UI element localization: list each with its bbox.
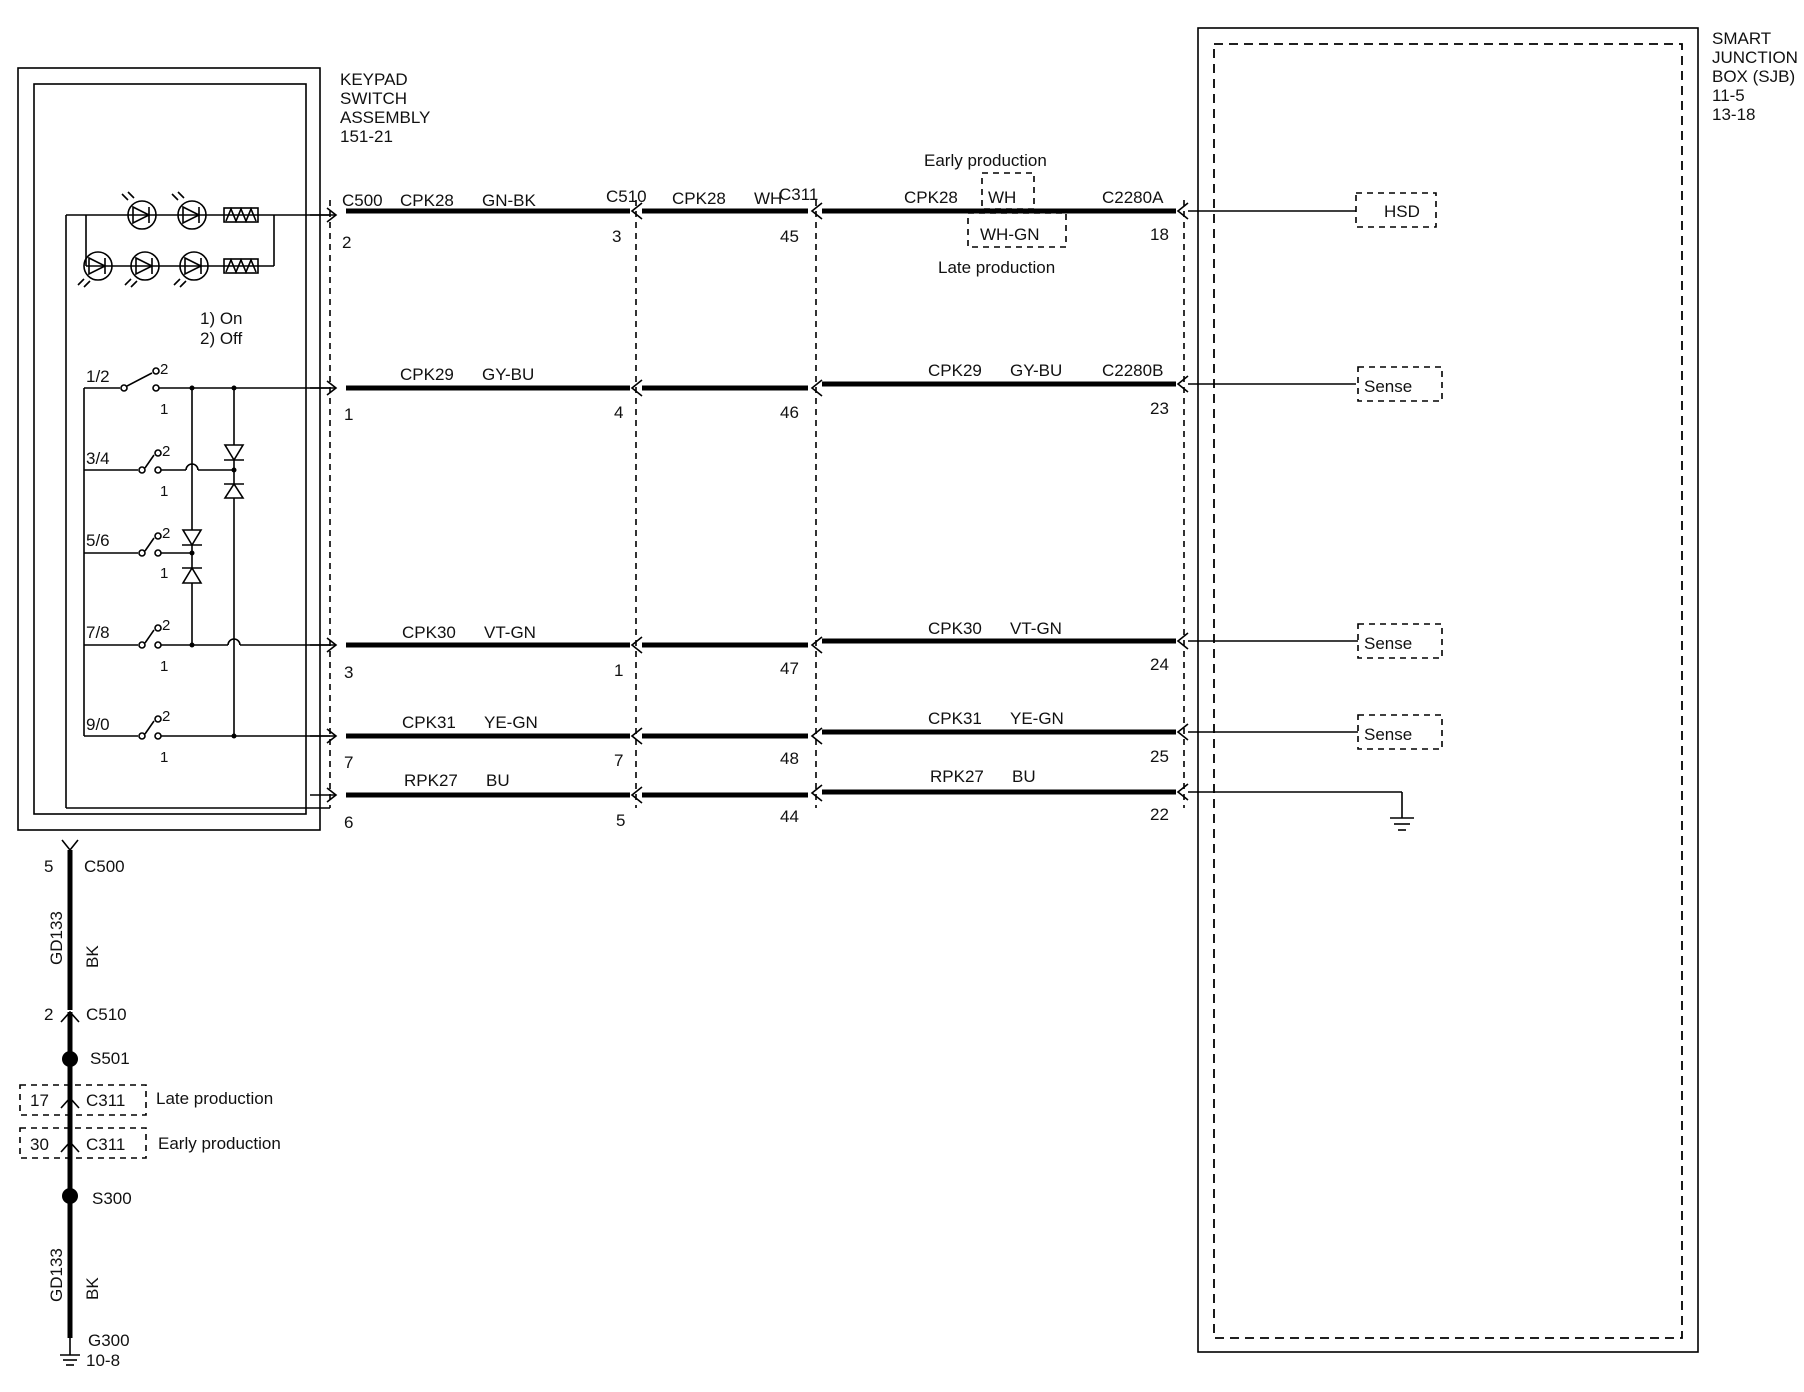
sjb-title-2: JUNCTION — [1712, 48, 1798, 67]
c500-pin: 1 — [344, 405, 354, 424]
ground-late-label: Late production — [156, 1089, 274, 1108]
svg-text:1: 1 — [160, 749, 169, 766]
ground-early-c311: C311 — [86, 1135, 126, 1154]
svg-text:1: 1 — [160, 401, 169, 418]
switch-label-9-0: 9/0 — [86, 715, 110, 734]
switch-label-1-2: 1/2 — [86, 367, 110, 386]
hsd-label: HSD — [1384, 202, 1420, 221]
switch-label-3-4: 3/4 — [86, 449, 110, 468]
sjb-title-1: SMART — [1712, 29, 1772, 48]
wire-circuit: CPK31 — [402, 713, 456, 732]
wire-circuit: CPK28 — [904, 188, 958, 207]
led-icon — [78, 252, 112, 287]
switch-5-6 — [84, 525, 192, 582]
svg-text:1: 1 — [160, 565, 169, 582]
svg-text:2: 2 — [162, 617, 171, 634]
keypad-title-2: SWITCH — [340, 89, 408, 108]
c500-label: C500 — [342, 191, 383, 210]
c510-pin: 5 — [616, 811, 626, 830]
led-icon — [174, 252, 208, 287]
c311-pin: 44 — [780, 807, 799, 826]
wire-color: VT-GN — [1010, 619, 1062, 638]
sjb-pin: 25 — [1150, 747, 1169, 766]
keypad-title-3: ASSEMBLY — [340, 108, 431, 127]
switch-9-0 — [84, 708, 330, 766]
diode-icon — [224, 484, 244, 498]
smart-junction-box — [1198, 28, 1798, 1352]
early-production-label: Early production — [924, 151, 1047, 170]
ground-c500-label: C500 — [84, 857, 125, 876]
keypad-switch-assembly — [18, 68, 430, 830]
wire-circuit: CPK30 — [928, 619, 982, 638]
wire-circuit: CPK28 — [400, 191, 454, 210]
led-icon — [122, 192, 156, 229]
c510-pin: 7 — [614, 751, 624, 770]
sjb-pin: 23 — [1150, 399, 1169, 418]
wire-color: VT-GN — [484, 623, 536, 642]
wire-circuit: RPK27 — [930, 767, 984, 786]
ground-early-pin: 30 — [30, 1135, 49, 1154]
sjb-pin: 22 — [1150, 805, 1169, 824]
svg-text:1: 1 — [160, 483, 169, 500]
ground-icon — [60, 1338, 80, 1365]
ground-circuit — [20, 840, 281, 1370]
wire-color: GN-BK — [482, 191, 536, 210]
ground-circuit-label: GD133 — [47, 911, 66, 965]
sjb-pin: 18 — [1150, 225, 1169, 244]
wire-color: BU — [1012, 767, 1036, 786]
c500-pin: 6 — [344, 813, 354, 832]
c510-label: C510 — [606, 187, 647, 206]
svg-text:1: 1 — [160, 658, 169, 675]
wire-row-cpk28 — [310, 151, 1436, 277]
diode-network — [182, 386, 244, 739]
svg-text:2: 2 — [162, 443, 171, 460]
ground-point-label: G300 — [88, 1331, 130, 1350]
wire-row-cpk31 — [310, 709, 1442, 772]
sense-label: Sense — [1364, 634, 1413, 653]
late-production-color: WH-GN — [980, 225, 1040, 244]
sjb-title-3: BOX (SJB) — [1712, 67, 1796, 86]
wire-circuit: CPK31 — [928, 709, 982, 728]
wire-circuit: CPK29 — [928, 361, 982, 380]
ground-late-c311: C311 — [86, 1091, 126, 1110]
svg-text:2: 2 — [162, 525, 171, 542]
c500-pin: 2 — [342, 233, 352, 252]
sjb-title-5: 13-18 — [1712, 105, 1756, 124]
c311-pin: 45 — [780, 227, 799, 246]
sjb-outer-border — [1198, 28, 1698, 1352]
sjb-title-4: 11-5 — [1712, 86, 1745, 105]
switch-label-5-6: 5/6 — [86, 531, 110, 550]
svg-text:2: 2 — [162, 708, 171, 725]
splice-s501-label: S501 — [90, 1049, 130, 1068]
svg-text:2: 2 — [160, 361, 169, 378]
ground-icon — [1390, 818, 1414, 830]
switch-1-2 — [84, 361, 330, 418]
keypad-title-1: KEYPAD — [340, 70, 408, 89]
ground-color2-label: BK — [83, 1277, 102, 1300]
late-production-label: Late production — [938, 258, 1056, 277]
switch-legend-off: 2) Off — [200, 329, 243, 348]
splice-s501 — [62, 1051, 78, 1067]
c510-pin: 3 — [612, 227, 622, 246]
c311-pin: 48 — [780, 749, 799, 768]
led-icon — [172, 192, 206, 229]
diode-icon — [182, 568, 202, 583]
ground-ref-label: 10-8 — [86, 1351, 121, 1370]
sense-label: Sense — [1364, 377, 1413, 396]
wire-color: GY-BU — [482, 365, 535, 384]
c311-pin: 47 — [780, 659, 799, 678]
switch-3-4 — [84, 443, 234, 500]
wire-circuit: CPK28 — [672, 189, 726, 208]
ground-c500-pin: 5 — [44, 857, 54, 876]
wire-circuit: CPK30 — [402, 623, 456, 642]
switch-legend-on: 1) On — [200, 309, 243, 328]
sjb-pin: 24 — [1150, 655, 1169, 674]
wire-color: GY-BU — [1010, 361, 1063, 380]
wire-color: YE-GN — [1010, 709, 1064, 728]
switch-7-8 — [84, 617, 330, 675]
wire-color: WH — [754, 189, 783, 208]
sjb-inner-border — [1214, 44, 1682, 1338]
c500-pin: 3 — [344, 663, 354, 682]
ground-late-pin: 17 — [30, 1091, 49, 1110]
wire-circuit: CPK29 — [400, 365, 454, 384]
ground-circuit2-label: GD133 — [47, 1248, 66, 1302]
wire-color: BU — [486, 771, 510, 790]
ground-c510-label: C510 — [86, 1005, 127, 1024]
c311-label: C311 — [779, 185, 819, 204]
wire-circuit: RPK27 — [404, 771, 458, 790]
c510-pin: 4 — [614, 403, 624, 422]
wire-row-cpk29 — [310, 361, 1442, 424]
diode-icon — [224, 445, 244, 460]
wire-color: YE-GN — [484, 713, 538, 732]
ground-c510-pin: 2 — [44, 1005, 54, 1024]
c510-pin: 1 — [614, 661, 624, 680]
sense-label: Sense — [1364, 725, 1413, 744]
diode-icon — [182, 530, 202, 545]
ground-early-label: Early production — [158, 1134, 281, 1153]
keypad-title-4: 151-21 — [340, 127, 393, 146]
wire-row-cpk30 — [310, 619, 1442, 682]
splice-s300-label: S300 — [92, 1189, 132, 1208]
c2280b-label: C2280B — [1102, 361, 1164, 380]
wire-row-rpk27 — [310, 767, 1414, 832]
c2280a-label: C2280A — [1102, 188, 1164, 207]
c311-pin: 46 — [780, 403, 799, 422]
switch-label-7-8: 7/8 — [86, 623, 110, 642]
led-icon — [125, 252, 159, 287]
early-production-color: WH — [988, 188, 1017, 207]
ground-color-label: BK — [83, 945, 102, 968]
c500-pin: 7 — [344, 753, 354, 772]
